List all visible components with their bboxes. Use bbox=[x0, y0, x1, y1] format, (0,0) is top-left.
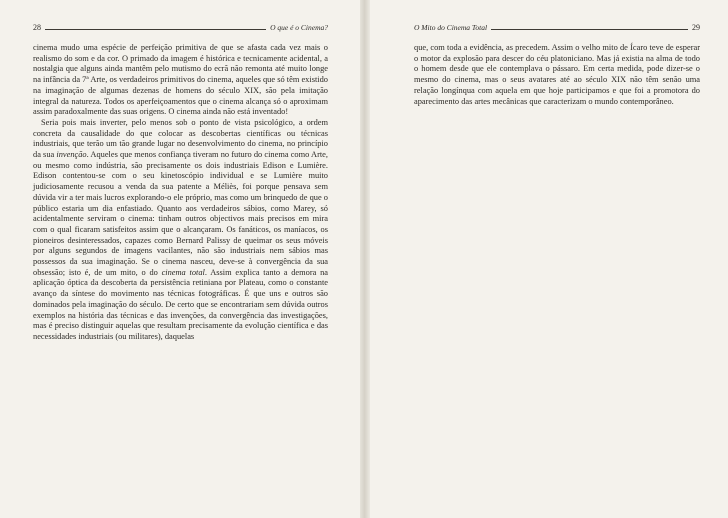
italic-phrase: invenção bbox=[56, 150, 87, 160]
right-page bbox=[370, 0, 728, 518]
page-number-right: 29 bbox=[692, 23, 700, 32]
text-run: Seria pois mais inverter, pelo menos sob o ponto de vista psicológico, a ordem concreta da causalidade do que colocar as descobertas científicas ou técnicas industriais, que terão um tão grande lugar no desenvolvimento do cinema, no princípio da sua bbox=[33, 117, 328, 160]
page-number-left: 28 bbox=[33, 23, 41, 32]
left-page-header bbox=[33, 20, 328, 32]
text-run: que, com toda a evidência, as precedem. Assim o velho mito de Ícaro teve de esperar o motor da explosão para descer do céu platoniciano. Mas já existia na alma de todo o homem desde que ele contemplava o pássaro. Em certa medida, pode dizer-se o mesmo do cinema, mas o seus avatares até ao século XIX não têm senão uma relação longínqua com aquela em que hoje participamos e que foi a promotora do aparecimento das artes mecânicas que caracterizam o mundo contemporâneo. bbox=[414, 43, 700, 106]
header-rule-right bbox=[491, 29, 688, 30]
left-page-body bbox=[33, 43, 328, 343]
text-run: . Assim explica tanto a demora na aplicação óptica da descoberta da persistência retiniana por Plateau, como o constante avanço da síntese do movimento nas técnicas fotográficas. É que uns e outros são dominados pela imaginação do século. De certo que se encontrariam sem dúvida outros exemplos na história das técnicas e das invenções, da convergência das investigações, mas é preciso distinguir aquelas que resultam precisamente da evolução científica e das necessidades industriais (ou militares), daquelas bbox=[33, 267, 328, 341]
running-head-left: O que é o Cinema? bbox=[270, 23, 328, 32]
header-rule-left bbox=[45, 29, 266, 30]
left-page bbox=[0, 0, 360, 518]
italic-phrase: cinema total bbox=[161, 267, 205, 277]
paragraph bbox=[33, 43, 328, 118]
text-run: cinema mudo uma espécie de perfeição primitiva de que se afasta cada vez mais o realismo do som e da cor. O primado da imagem é histórica e tecnicamente acidental, a nostalgia que alguns ainda mantêm pelo mutismo do ecrã não remonta até muito longe na infância da 7ª Arte, os verdadeiros primitivos do cinema, aqueles que só têm existido na imaginação de algumas dezenas de homens do século XIX, são pela imitação integral da natureza. Todos os aperfeiçoamentos que o cinema alcança só o aproximam assim paradoxalmente das suas origens. O cinema ainda não está inventado! bbox=[33, 43, 328, 117]
paragraph bbox=[414, 43, 700, 107]
book-gutter bbox=[360, 0, 370, 518]
right-page-header bbox=[414, 20, 700, 32]
text-run: . Aqueles que menos confiança tiveram no futuro do cinema como Arte, ou mesmo como indústria, são precisamente os dois industriais Edison e Lumière. Edison contentou-se com o seu kinetoscópio individual e se Lumière muito judiciosamente recusou a venda da sua patente a Méliès, foi porque pensava sem dúvida vir a ter mais lucros explorando-o ele próprio, mas como um brinquedo de que o público estaria um dia enfastiado. Quanto aos verdadeiros sábios, como Marey, só acidentalmente serviram o cinema: tinham outros objectivos mais precisos em mira com o qual ficaram satisfeitos assim que o alcançaram. Os fanáticos, os maníacos, os pioneiros desinteressados, capazes como Bernard Palissy de queimar os seus móveis por alguns segundos de imagens vacilantes, não são industriais nem sábios mas possessos da sua imaginação. Se o cinema nasceu, deve-se à convergência da sua obsessão; isto é, de um mito, o do bbox=[33, 150, 328, 277]
paragraph bbox=[33, 118, 328, 343]
right-page-body bbox=[414, 43, 700, 107]
running-head-right: O Mito do Cinema Total bbox=[414, 23, 488, 32]
